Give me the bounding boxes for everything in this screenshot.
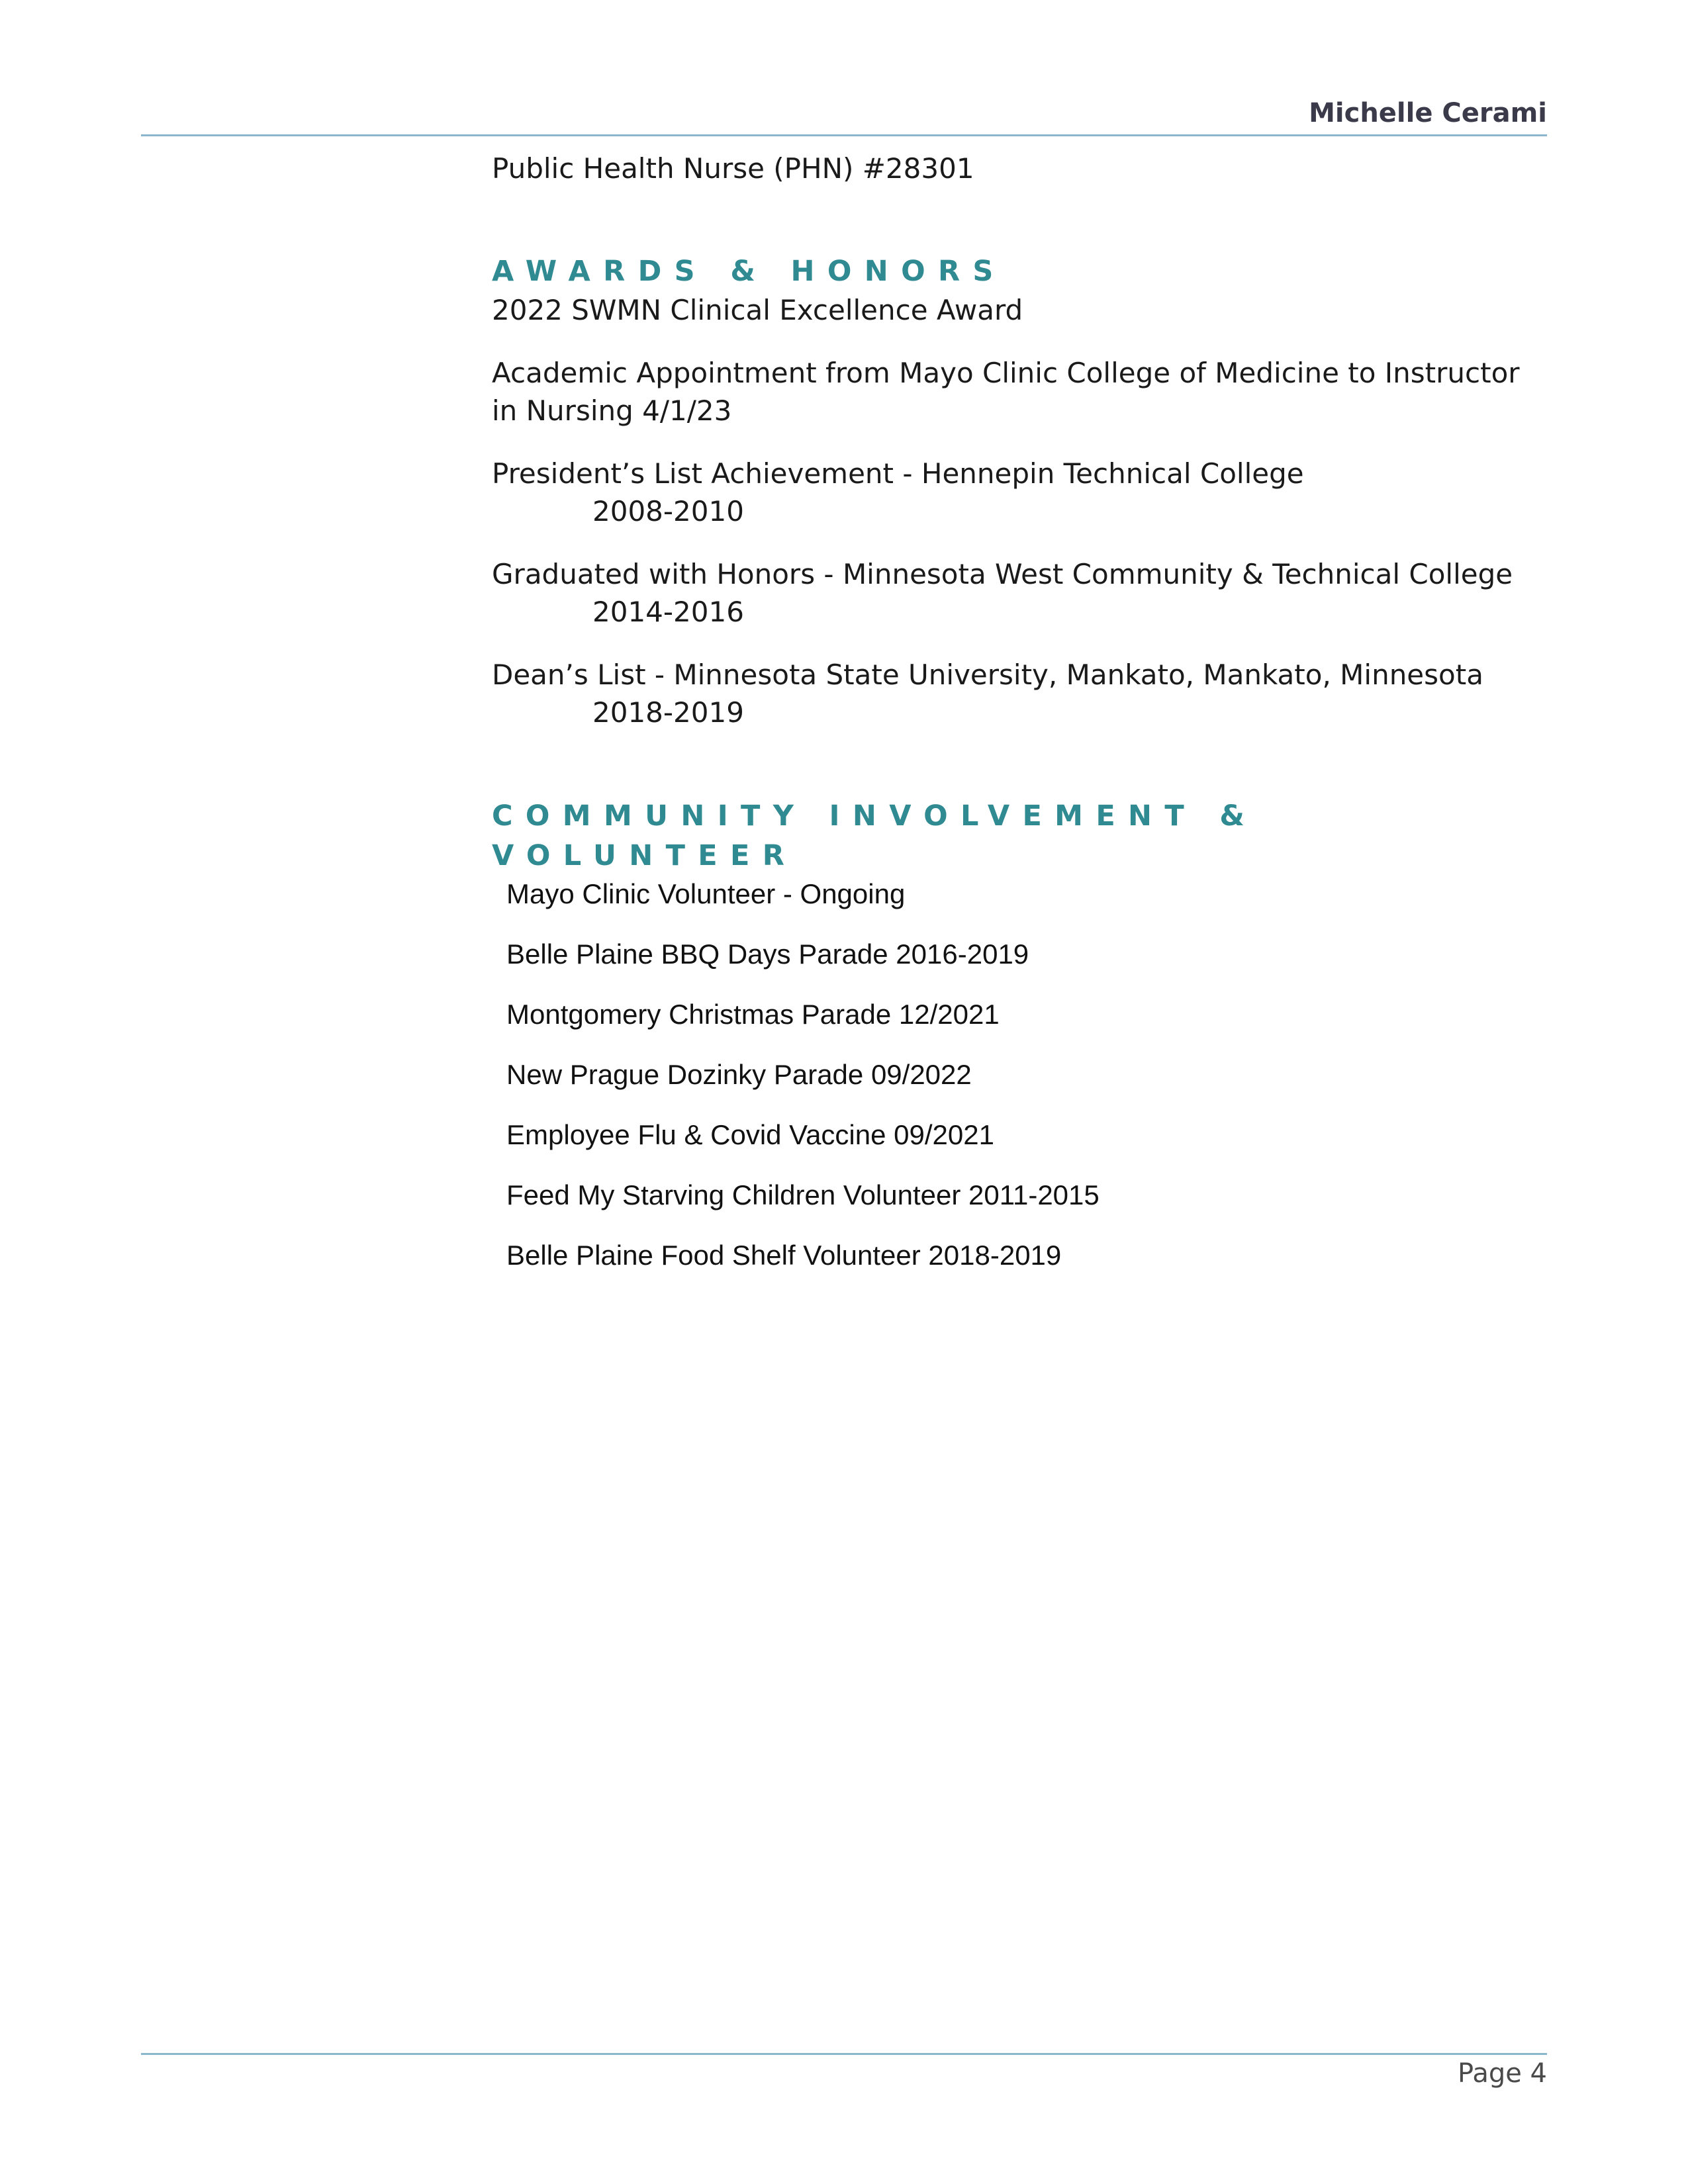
volunteer-list (492, 876, 1548, 1274)
award-years: 2018-2019 (592, 696, 744, 729)
award-item (492, 291, 1548, 329)
award-years: 2008-2010 (592, 495, 744, 527)
award-title: Dean’s List - Minnesota State University, Mankato, Mankato, Minnesota (492, 659, 1483, 691)
award-years: 2014-2016 (592, 596, 744, 628)
award-title: Graduated with Honors - Minnesota West Community & Technical College (492, 558, 1513, 590)
awards-list (492, 291, 1548, 731)
page-content (492, 149, 1548, 1274)
header-divider (141, 134, 1547, 136)
volunteer-item: Employee Flu & Covid Vaccine 09/2021 (506, 1119, 994, 1150)
volunteer-item: Mayo Clinic Volunteer - Ongoing (506, 878, 906, 909)
award-title: President’s List Achievement - Hennepin Technical College (492, 457, 1304, 490)
awards-heading: AWARDS & HONORS (492, 255, 1006, 288)
award-item (492, 354, 1548, 430)
award-title: 2022 SWMN Clinical Excellence Award (492, 294, 1023, 326)
page-number: Page 4 (1458, 2058, 1547, 2089)
volunteer-item: Belle Plaine BBQ Days Parade 2016-2019 (506, 938, 1029, 970)
volunteer-item: New Prague Dozinky Parade 09/2022 (506, 1059, 972, 1090)
header-name: Michelle Cerami (1309, 98, 1547, 128)
award-item (492, 656, 1548, 731)
volunteer-item: Belle Plaine Food Shelf Volunteer 2018-2019 (506, 1240, 1062, 1271)
footer-divider (141, 2053, 1547, 2055)
award-title: Academic Appointment from Mayo Clinic College of Medicine to Instructor in Nursing 4/1/23 (492, 357, 1520, 427)
volunteer-item: Feed My Starving Children Volunteer 2011-2015 (506, 1179, 1100, 1210)
community-heading: COMMUNITY INVOLVEMENT & VOLUNTEER (492, 799, 1258, 872)
license-line: Public Health Nurse (PHN) #28301 (492, 152, 974, 185)
award-item (492, 455, 1548, 530)
award-item (492, 555, 1548, 631)
volunteer-item: Montgomery Christmas Parade 12/2021 (506, 999, 1000, 1030)
